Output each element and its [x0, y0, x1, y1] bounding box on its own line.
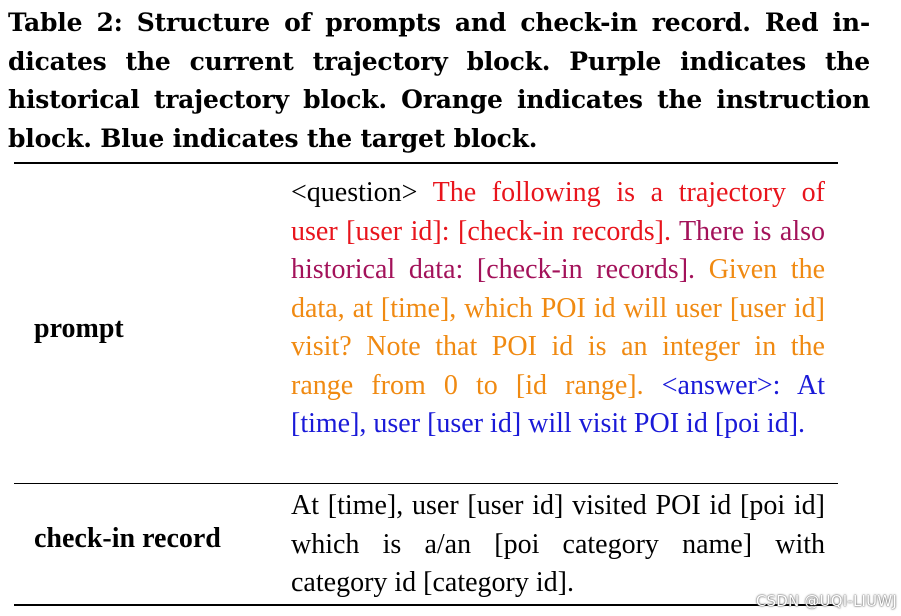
check-in-record-cell: At [time], user [user id] visited POI id [poi id] which is a/an [poi category name] with category id [category id]. [291, 490, 825, 598]
watermark: CSDN @UQI-LIUWJ [755, 592, 897, 610]
question-tag: <question> [291, 177, 418, 208]
target-block: <answer>: At [time], user [user id] will visit POI id [poi id]. [291, 369, 825, 439]
row-label-prompt: prompt [34, 313, 124, 344]
table-bottom-rule [14, 604, 838, 606]
table-top-rule [14, 162, 838, 164]
current-trajectory-block: The following is a trajectory of user [user id]: [check-in records]. [291, 177, 825, 247]
table-caption: Table 2: Structure of prompts and check-in record. Red in-dicates the current trajectory block. Purple indicates the historical trajectory block. Orange indicates the instruction block. Blue indicates the target block. [8, 8, 870, 153]
instruction-block: Given the data, at [time], which POI id will user [user id] visit? Note that POI id is an integer in the range from 0 to [id range]. [291, 254, 826, 401]
table-mid-rule [14, 483, 838, 484]
historical-trajectory-block: There is also historical data: [check-in records]. [291, 215, 825, 285]
row-label-check-in-record: check-in record [34, 523, 221, 554]
prompt-cell [291, 174, 825, 444]
